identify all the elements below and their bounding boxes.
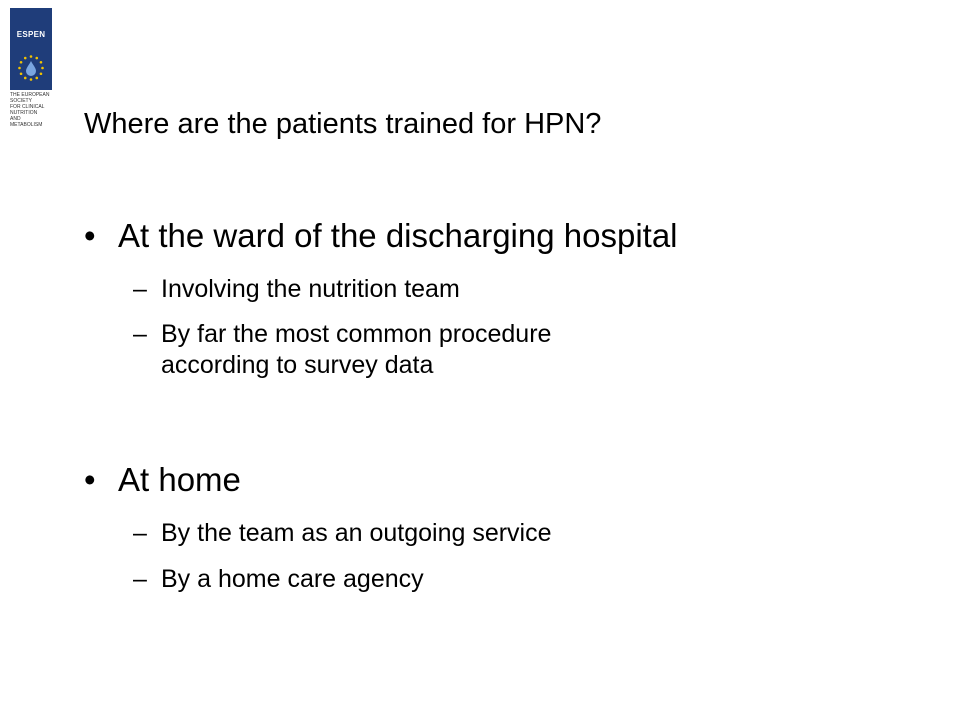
sub-bullet-item: [133, 319, 551, 381]
logo-box: [10, 8, 52, 90]
logo-caption-line: SOCIETY: [10, 98, 32, 104]
logo-caption-line: THE EUROPEAN: [10, 92, 50, 98]
sub-bullet-text: By a home care agency: [161, 565, 424, 593]
dash-marker: –: [133, 565, 147, 593]
logo-caption-line: METABOLISM: [10, 122, 43, 128]
sub-bullet-item: [133, 518, 552, 549]
sub-bullet-text: By the team as an outgoing service: [161, 519, 552, 547]
dash-marker: –: [133, 519, 147, 547]
bullet-item: [84, 460, 241, 500]
star-ring-drop-icon: [17, 54, 45, 82]
logo-caption-line: AND: [10, 116, 21, 122]
sub-bullet-item: [133, 564, 424, 595]
espen-logo: [10, 8, 56, 128]
logo-wordmark: ESPEN: [16, 30, 46, 39]
dash-marker: –: [133, 320, 147, 348]
bullet-text: At home: [118, 461, 241, 498]
logo-caption: [10, 92, 56, 128]
sub-bullet-continuation: according to survey data: [161, 351, 434, 379]
sub-bullet-text: Involving the nutrition team: [161, 275, 460, 303]
bullet-item: [84, 216, 678, 256]
bullet-marker: •: [84, 217, 96, 254]
dash-marker: –: [133, 275, 147, 303]
logo-caption-line: NUTRITION: [10, 110, 38, 116]
sub-bullet-text: By far the most common procedure: [161, 320, 552, 348]
logo-caption-line: FOR CLINICAL: [10, 104, 45, 110]
sub-bullet-item: [133, 274, 460, 305]
bullet-text: At the ward of the discharging hospital: [118, 217, 678, 254]
bullet-marker: •: [84, 461, 96, 498]
slide-title: Where are the patients trained for HPN?: [84, 108, 602, 140]
